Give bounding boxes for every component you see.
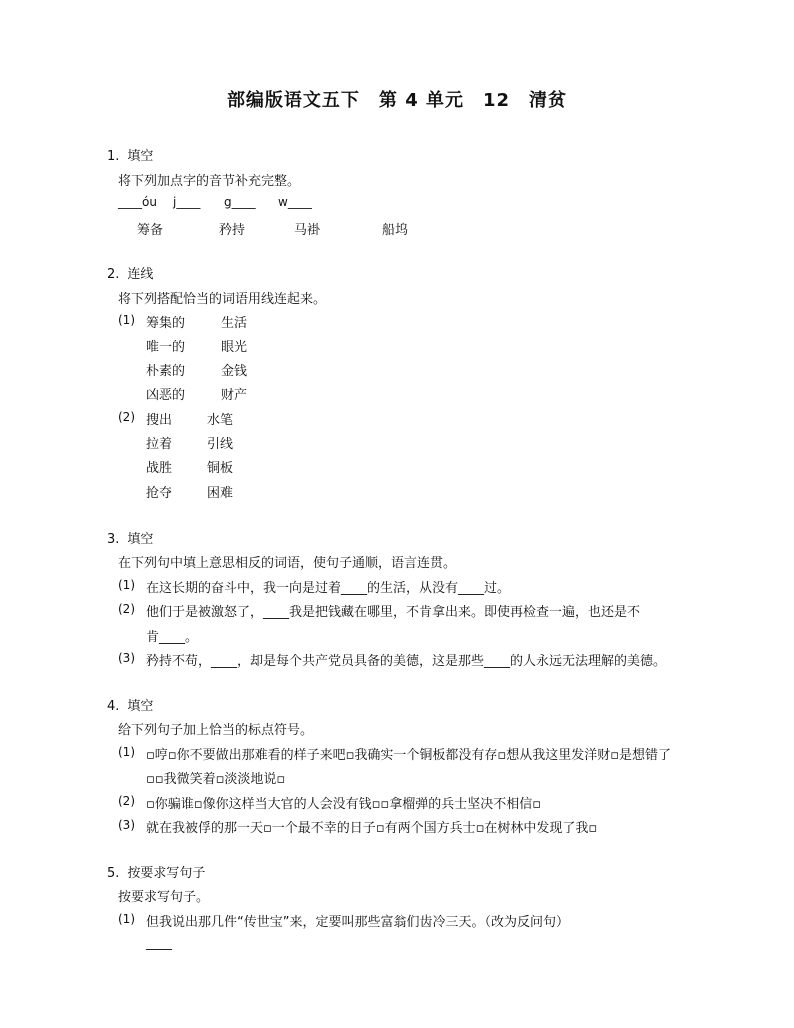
q1-word-3: 马褂: [294, 223, 321, 238]
q2-g1-left-1: 筹集的: [146, 316, 186, 331]
q3-header: [107, 528, 153, 547]
q2-g1-left-3: 朴素的: [146, 364, 186, 379]
q1-pinyin-2: j____: [173, 195, 201, 209]
q2-g1-right-2: 眼光: [221, 340, 248, 355]
q5-type: 按要求写句子: [127, 866, 206, 881]
q1-word-1: 筹备: [137, 223, 164, 238]
q2-g1-left-4: 凶恶的: [146, 388, 186, 403]
q4-item2-text: ▫你骗谁▫像你这样当大官的人会没有钱▫▫拿榴弹的兵士坚决不相信▫: [146, 797, 542, 812]
q2-g2-left-4: 抢夺: [146, 486, 173, 501]
q2-group1-label: (1): [118, 313, 135, 327]
q4-item1-label: (1): [118, 745, 135, 759]
q2-group2-label: (2): [118, 410, 135, 424]
q2-g2-right-3: 铜板: [207, 461, 234, 476]
q2-g2-right-2: 引线: [207, 437, 234, 452]
q4-item1-text: ▫哼▫你不要做出那难看的样子来吧▫我确实一个铜板都没有存▫想从我这里发洋财▫是想错了: [146, 748, 672, 763]
q5-header: [107, 862, 205, 881]
q2-g1-left-2: 唯一的: [146, 340, 186, 355]
q2-header: [107, 263, 153, 282]
q4-type: 填空: [127, 699, 154, 714]
q5-instruction: 按要求写句子。: [118, 890, 210, 905]
q2-instruction: 将下列搭配恰当的词语用线连起来。: [118, 292, 327, 307]
q1-pinyin-4: w____: [278, 195, 312, 209]
q3-item1-text: 在这长期的奋斗中，我一向是过着____的生活，从没有____过。: [146, 581, 511, 596]
q4-number: 4.: [107, 699, 120, 714]
q2-g1-right-3: 金钱: [221, 364, 248, 379]
q1-instruction: 将下列加点字的音节补充完整。: [118, 174, 301, 189]
q1-word-2: 矜持: [219, 223, 246, 238]
q3-item2-text-cont: 肯____。: [146, 630, 199, 645]
q4-header: [107, 695, 153, 714]
q1-number: 1.: [107, 149, 120, 164]
q2-g1-right-1: 生活: [221, 316, 248, 331]
q5-item1-text: 但我说出那几件“传世宝”来，定要叫那些富翁们齿冷三天。（改为反问句）: [146, 915, 569, 930]
q2-number: 2.: [107, 267, 120, 282]
q4-item2-label: (2): [118, 794, 135, 808]
q2-g1-right-4: 财产: [221, 388, 248, 403]
q1-type: 填空: [127, 149, 154, 164]
q2-g2-left-1: 搜出: [146, 413, 173, 428]
q5-number: 5.: [107, 866, 120, 881]
q3-item3-text: 矜持不苟，____，却是每个共产党员具备的美德，这是那些____的人永远无法理解的美德。: [146, 654, 667, 669]
q4-item3-label: (3): [118, 818, 135, 832]
q3-item2-label: (2): [118, 602, 135, 616]
q2-type: 连线: [127, 267, 154, 282]
page-title: 部编版语文五下 第 4 单元 12 清贫: [226, 90, 568, 111]
q4-item3-text: 就在我被俘的那一天▫一个最不幸的日子▫有两个国方兵士▫在树林中发现了我▫: [146, 821, 598, 836]
q2-g2-right-4: 困难: [207, 486, 234, 501]
q5-item1-label: (1): [118, 912, 135, 926]
q1-header: [107, 145, 153, 164]
q5-item1-answer: ____: [146, 936, 172, 951]
q1-pinyin-3: g____: [224, 195, 256, 209]
q2-g2-left-3: 战胜: [146, 461, 173, 476]
q3-number: 3.: [107, 532, 120, 547]
q3-item3-label: (3): [118, 651, 135, 665]
q1-word-4: 船坞: [382, 223, 409, 238]
q1-pinyin-1: ____óu: [118, 195, 157, 209]
q4-item1-text-cont: ▫▫我微笑着▫淡淡地说▫: [146, 772, 286, 787]
q3-instruction: 在下列句中填上意思相反的词语，使句子通顺，语言连贯。: [118, 556, 457, 571]
q3-item2-text: 他们于是被激怒了，____我是把钱藏在哪里，不肯拿出来。即使再检查一遍，也还是不: [146, 605, 641, 620]
q3-type: 填空: [127, 532, 154, 547]
q2-g2-right-1: 水笔: [207, 413, 234, 428]
q2-g2-left-2: 拉着: [146, 437, 173, 452]
q4-instruction: 给下列句子加上恰当的标点符号。: [118, 723, 314, 738]
q3-item1-label: (1): [118, 578, 135, 592]
